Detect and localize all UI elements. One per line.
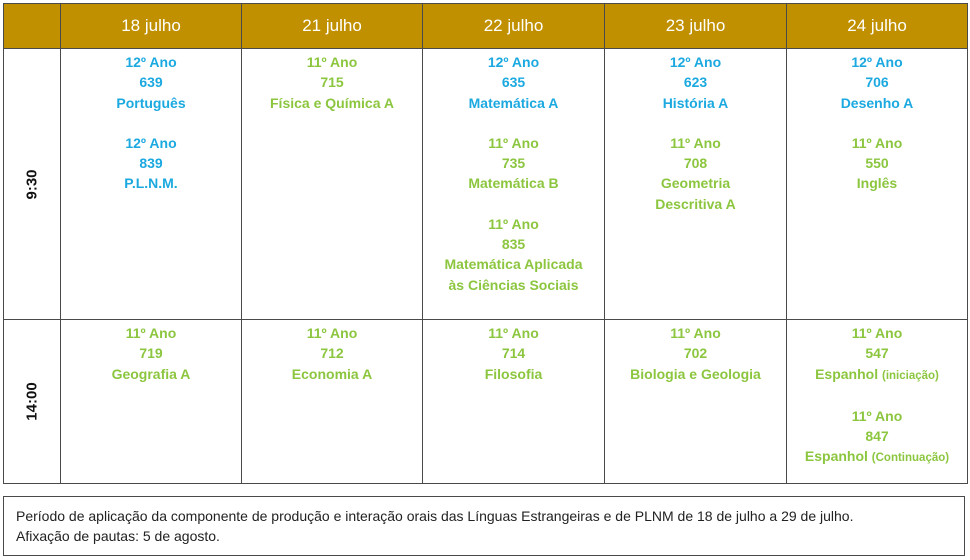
exam-subject: Matemática B <box>468 175 559 192</box>
exam-code: 635 <box>501 74 526 91</box>
exam-code: 550 <box>865 155 889 172</box>
exam-cell <box>787 320 968 484</box>
exam-code: 547 <box>865 345 889 362</box>
day-header: 22 julho <box>423 4 605 49</box>
exam-entry <box>61 52 241 113</box>
exam-code: 714 <box>501 345 526 362</box>
exam-year: 11º Ano <box>851 325 903 341</box>
exam-subject: Português <box>116 94 186 111</box>
exam-subject: Descritiva A <box>655 195 736 212</box>
exam-code: 708 <box>683 155 708 172</box>
exam-code: 735 <box>501 155 526 172</box>
exam-subject: Geografia A <box>111 365 191 382</box>
exam-subject: Filosofia <box>484 365 543 382</box>
exam-subject: Espanhol <box>815 365 879 382</box>
time-slot <box>4 49 61 320</box>
footer-note <box>3 496 965 556</box>
exam-entry <box>787 52 967 113</box>
time-label: 14:00 <box>23 382 41 421</box>
exam-entry <box>787 323 967 386</box>
exam-cell <box>242 49 423 320</box>
exam-subject-note: (Continuação) <box>871 452 950 465</box>
exam-year: 12º Ano <box>669 54 722 70</box>
exam-subject: Física e Química A <box>270 94 394 111</box>
time-slot <box>4 320 61 484</box>
day-header: 23 julho <box>605 4 787 49</box>
exam-subject: Espanhol <box>804 448 868 465</box>
exam-year: 11º Ano <box>125 325 177 341</box>
exam-code: 847 <box>865 428 889 445</box>
exam-entry <box>423 323 604 384</box>
exam-cell <box>242 320 423 484</box>
exam-subject: Inglês <box>856 175 898 192</box>
day-header: 18 julho <box>61 4 242 49</box>
exam-subject: P.L.N.M. <box>124 175 178 192</box>
exam-entry <box>423 214 604 295</box>
time-label: 9:30 <box>23 168 41 200</box>
exam-year: 12º Ano <box>125 54 177 70</box>
exam-code: 715 <box>320 74 344 91</box>
header-corner <box>4 4 61 49</box>
exam-year: 11º Ano <box>670 134 721 151</box>
exam-cell <box>61 320 242 484</box>
exam-code: 623 <box>683 74 708 91</box>
exam-entry <box>605 323 786 384</box>
exam-subject-note: (iniciação) <box>882 369 939 382</box>
exam-year: 11º Ano <box>488 325 539 341</box>
exam-year: 12º Ano <box>125 134 177 151</box>
schedule-row-morning <box>4 49 968 320</box>
exam-entry <box>423 133 604 194</box>
day-header: 24 julho <box>787 4 968 49</box>
exam-cell <box>423 49 605 320</box>
exam-code: 719 <box>139 345 163 362</box>
exam-subject: História A <box>662 94 729 111</box>
exam-subject: Geometria <box>660 175 731 192</box>
exam-year: 11º Ano <box>851 407 903 424</box>
header-row <box>4 4 968 49</box>
exam-year: 12º Ano <box>851 54 903 70</box>
exam-cell <box>61 49 242 320</box>
exam-subject: Desenho A <box>840 94 914 111</box>
exam-entry <box>605 133 786 214</box>
exam-code: 839 <box>139 155 163 172</box>
exam-schedule-table <box>3 3 968 484</box>
exam-year: 11º Ano <box>851 134 903 151</box>
exam-cell <box>423 320 605 484</box>
exam-cell <box>787 49 968 320</box>
exam-entry <box>242 52 422 113</box>
exam-year: 11º Ano <box>670 325 721 341</box>
exam-code: 702 <box>683 345 708 362</box>
exam-code: 835 <box>501 236 526 253</box>
exam-code: 706 <box>865 74 889 91</box>
exam-entry <box>61 133 241 194</box>
schedule-row-afternoon <box>4 320 968 484</box>
footer-line-oral-exams: Período de aplicação da componente de produção e interação orais das Línguas Estrangeiras e de PLNM de 18 de julho a 29 de julho. <box>16 508 854 524</box>
exam-entry <box>787 133 967 194</box>
exam-subject-line <box>787 364 967 386</box>
exam-year: 11º Ano <box>488 215 539 232</box>
exam-entry <box>61 323 241 384</box>
exam-subject-line <box>787 446 967 468</box>
exam-entry <box>787 406 967 469</box>
exam-entry <box>423 52 604 113</box>
day-header: 21 julho <box>242 4 423 49</box>
exam-entry <box>605 52 786 113</box>
exam-entry <box>242 323 422 384</box>
exam-cell <box>605 320 787 484</box>
exam-year: 12º Ano <box>487 54 540 70</box>
exam-year: 11º Ano <box>306 54 358 70</box>
exam-year: 11º Ano <box>488 134 539 151</box>
exam-subject: Biologia e Geologia <box>630 365 761 382</box>
exam-subject: Matemática A <box>468 94 559 111</box>
footer-line-results: Afixação de pautas: 5 de agosto. <box>16 528 220 544</box>
exam-cell <box>605 49 787 320</box>
exam-year: 11º Ano <box>306 325 358 341</box>
exam-code: 712 <box>320 345 344 362</box>
exam-subject: Economia A <box>291 365 373 382</box>
exam-subject: Matemática Aplicada <box>444 256 583 273</box>
exam-code: 639 <box>139 74 163 91</box>
exam-subject: às Ciências Sociais <box>448 276 579 293</box>
